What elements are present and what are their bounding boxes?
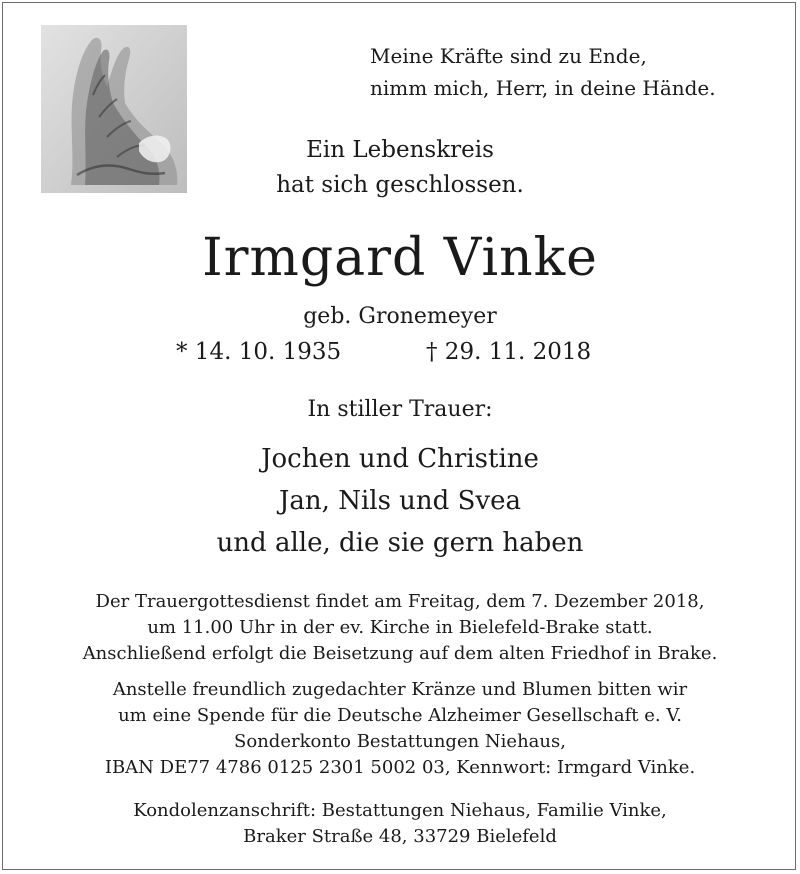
verse-line: Meine Kräfte sind zu Ende, [370,44,647,68]
praying-hands-drawing [41,25,187,193]
maiden-name: geb. Gronemeyer [303,304,497,329]
life-circle-text [200,133,600,203]
service-line: um 11.00 Uhr in der ev. Kirche in Bielefeld-Brake statt. [147,617,653,638]
circle-line: Ein Lebenskreis [306,137,494,163]
donation-line: um eine Spende für die Deutsche Alzheimer Gesellschaft e. V. [118,705,682,726]
donation-line: Anstelle freundlich zugedachter Kränze und Blumen bitten wir [112,679,688,700]
verse-line: nimm mich, Herr, in deine Hände. [370,76,716,100]
birth-date: * 14. 10. 1935 [176,339,342,365]
mourner-line: Jochen und Christine [261,444,539,474]
circle-line: hat sich geschlossen. [276,172,524,198]
verse-text [370,40,770,104]
service-line: Anschließend erfolgt die Beisetzung auf dem alten Friedhof in Brake. [82,643,718,664]
condolence-line: Kondolenzanschrift: Bestattungen Niehaus, Familie Vinke, [133,800,667,821]
mourner-line: Jan, Nils und Svea [279,486,521,516]
mourner-line: und alle, die sie gern haben [216,528,584,558]
service-info [0,589,800,667]
death-date: † 29. 11. 2018 [426,339,592,365]
service-line: Der Trauergottesdienst findet am Freitag, dem 7. Dezember 2018, [95,591,705,612]
praying-hands-icon [41,25,187,193]
mourners-list [0,438,800,564]
deceased-name: Irmgard Vinke [202,228,598,288]
donation-line: Sonderkonto Bestattungen Niehaus, [234,731,566,752]
donation-info [0,677,800,781]
condolence-address [0,798,800,850]
mourning-heading: In stiller Trauer: [307,397,493,422]
condolence-line: Braker Straße 48, 33729 Bielefeld [243,826,557,847]
donation-line: IBAN DE77 4786 0125 2301 5002 03, Kennwort: Irmgard Vinke. [104,757,696,778]
